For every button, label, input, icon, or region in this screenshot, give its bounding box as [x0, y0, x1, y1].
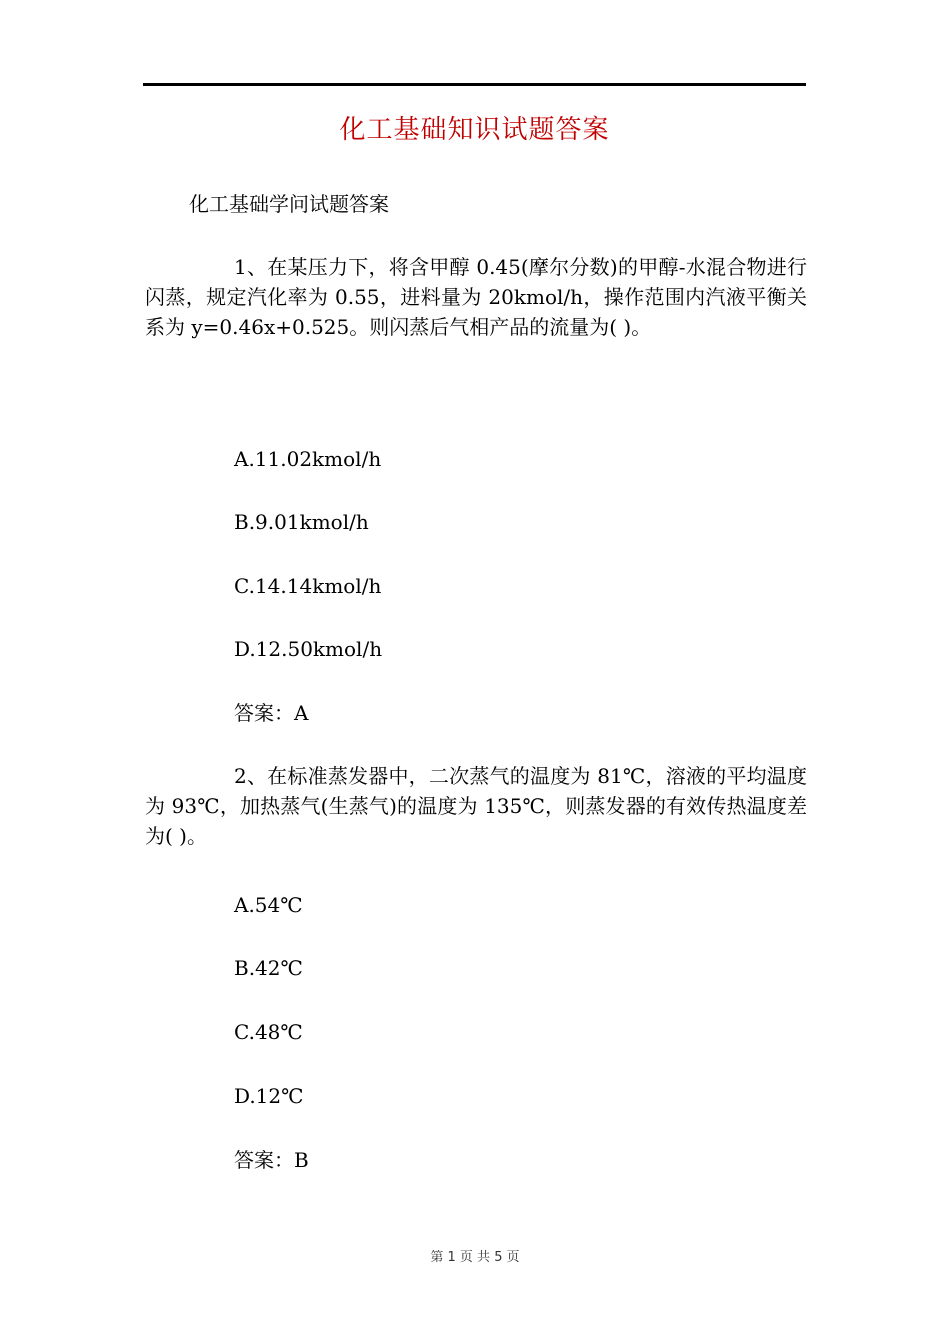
question-2-option-c: C.48℃: [234, 1020, 303, 1044]
question-2-option-a: A.54℃: [234, 893, 303, 917]
question-2-option-d: D.12℃: [234, 1084, 304, 1108]
question-1-option-a: A.11.02kmol/h: [234, 447, 382, 471]
question-1-answer: 答案：A: [234, 701, 309, 725]
question-1-option-d: D.12.50kmol/h: [234, 637, 383, 661]
question-1-option-c: C.14.14kmol/h: [234, 574, 382, 598]
question-2-answer: 答案：B: [234, 1148, 309, 1172]
page-number-label: 第 1 页 共 5 页: [430, 1250, 520, 1265]
question-1-option-b: B.9.01kmol/h: [234, 510, 369, 534]
question-2-option-b: B.42℃: [234, 956, 303, 980]
document-title: 化工基础知识试题答案: [339, 115, 610, 145]
question-2-text: 2、在标准蒸发器中，二次蒸气的温度为 81℃，溶液的平均温度为 93℃，加热蒸气(生蒸气)的温度为 135℃，则蒸发器的有效传热温度差为( )。: [145, 764, 807, 848]
question-1-text: 1、在某压力下，将含甲醇 0.45(摩尔分数)的甲醇-水混合物进行闪蒸，规定汽化率为 0.55，进料量为 20kmol/h，操作范围内汽液平衡关系为 y=0.46x+0.525。则闪蒸后气相产品的流量为( )。: [145, 255, 807, 339]
document-subtitle: 化工基础学问试题答案: [189, 192, 389, 216]
page-footer: [0, 1249, 950, 1267]
header-rule: [143, 83, 806, 86]
